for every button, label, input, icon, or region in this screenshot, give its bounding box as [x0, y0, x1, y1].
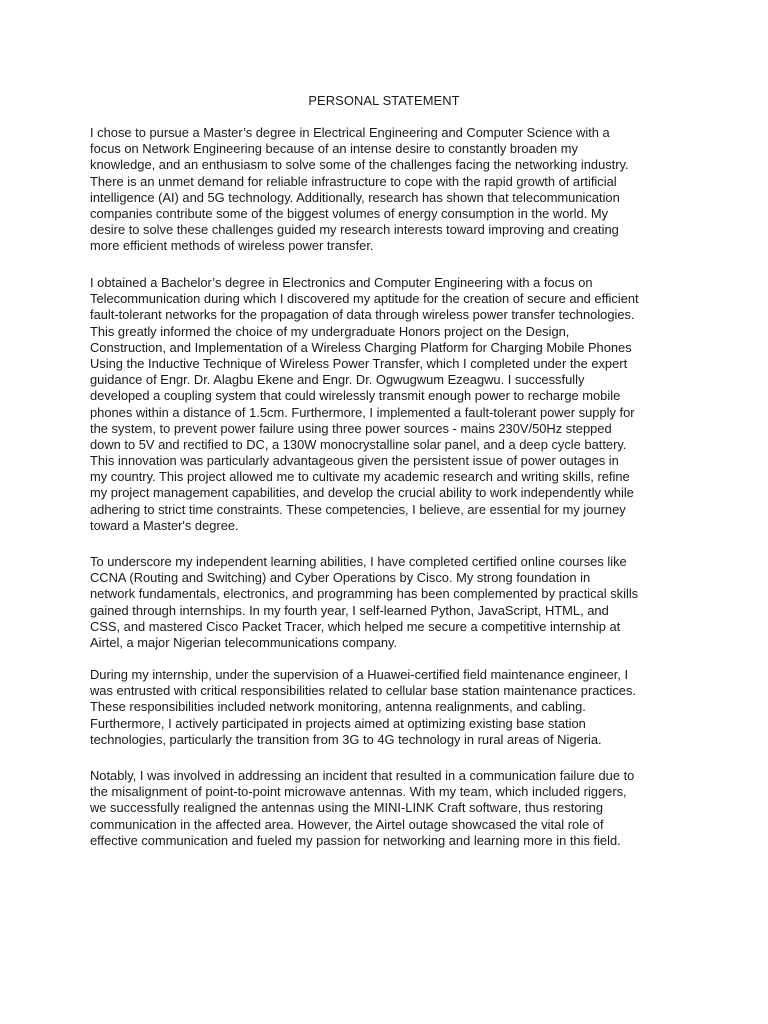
- text-line: This greatly informed the choice of my undergraduate Honors project on the Design,: [90, 323, 570, 339]
- text-line: down to 5V and rectified to DC, a 130W monocrystalline solar panel, and a deep cycle battery.: [90, 436, 627, 452]
- text-line: toward a Master's degree.: [90, 517, 239, 533]
- text-line: fault-tolerant networks for the propagation of data through wireless power transfer technologies.: [90, 307, 635, 323]
- text-line: Telecommunication during which I discovered my aptitude for the creation of secure and efficient: [90, 291, 639, 307]
- text-line: developed a coupling system that could wirelessly transmit enough power to recharge mobile: [90, 388, 621, 404]
- text-line: communication in the affected area. However, the Airtel outage showcased the vital role of: [90, 816, 604, 832]
- text-line: Airtel, a major Nigerian telecommunications company.: [90, 634, 398, 650]
- text-line: the misalignment of point-to-point microwave antennas. With my team, which included riggers,: [90, 784, 627, 800]
- text-line: more efficient methods of wireless power transfer.: [90, 238, 374, 254]
- document-title: PERSONAL STATEMENT: [308, 93, 460, 108]
- text-line: I obtained a Bachelor’s degree in Electronics and Computer Engineering with a focus on: [90, 275, 593, 290]
- text-line: CCNA (Routing and Switching) and Cyber Operations by Cisco. My strong foundation in: [90, 570, 591, 586]
- text-line: desire to solve these challenges guided my research interests toward improving and creating: [90, 222, 619, 238]
- text-line: During my internship, under the supervision of a Huawei-certified field maintenance engineer, I: [90, 667, 629, 682]
- text-line: focus on Network Engineering because of an intense desire to constantly broaden my: [90, 141, 578, 157]
- text-line: was entrusted with critical responsibilities related to cellular base station maintenance practices.: [90, 683, 636, 699]
- text-line: Furthermore, I actively participated in projects aimed at optimizing existing base station: [90, 715, 586, 731]
- text-line: network fundamentals, electronics, and programming has been complemented by practical skills: [90, 586, 639, 602]
- text-line: the system, to prevent power failure using three power sources - mains 230V/50Hz stepped: [90, 420, 612, 436]
- text-line: phones within a distance of 1.5cm. Furthermore, I implemented a fault-tolerant power supply for: [90, 404, 635, 420]
- text-line: Using the Inductive Technique of Wireless Power Transfer, which I completed under the expert: [90, 355, 628, 371]
- text-line: we successfully realigned the antennas using the MINI-LINK Craft software, thus restoring: [90, 800, 604, 816]
- text-line: companies contribute some of the biggest volumes of energy consumption in the world. My: [90, 205, 609, 221]
- text-line: I chose to pursue a Master’s degree in Electrical Engineering and Computer Science with a: [90, 125, 610, 140]
- text-line: These responsibilities included network monitoring, antenna realignments, and cabling.: [90, 699, 586, 715]
- text-line: To underscore my independent learning abilities, I have completed certified online courses like: [90, 554, 627, 569]
- text-line: CSS, and mastered Cisco Packet Tracer, which helped me secure a competitive internship at: [90, 618, 621, 634]
- text-line: Notably, I was involved in addressing an incident that resulted in a communication failure due to: [90, 768, 635, 783]
- text-line: knowledge, and an enthusiasm to solve some of the challenges facing the networking industry.: [90, 157, 629, 173]
- text-line: gained through internships. In my fourth year, I self-learned Python, JavaScript, HTML, and: [90, 602, 609, 618]
- paragraph-internship: [90, 667, 690, 748]
- paragraph-bachelors: [90, 275, 690, 534]
- text-line: my project management capabilities, and develop the crucial ability to work independently while: [90, 485, 634, 501]
- paragraph-independent-learning: [90, 554, 690, 651]
- text-line: intelligence (AI) and 5G technology. Additionally, research has shown that telecommunication: [90, 189, 620, 205]
- paragraph-incident: [90, 768, 690, 849]
- text-line: effective communication and fueled my passion for networking and learning more in this field.: [90, 832, 621, 848]
- text-line: guidance of Engr. Dr. Alagbu Ekene and Engr. Dr. Ogwugwum Ezeagwu. I successfully: [90, 372, 585, 388]
- text-line: This innovation was particularly advantageous given the persistent issue of power outages in: [90, 453, 619, 469]
- text-line: Construction, and Implementation of a Wireless Charging Platform for Charging Mobile Phones: [90, 339, 632, 355]
- text-line: technologies, particularly the transition from 3G to 4G technology in rural areas of Nigeria.: [90, 731, 602, 747]
- paragraph-motivation: [90, 125, 690, 255]
- text-line: adhering to strict time constraints. These competencies, I believe, are essential for my journey: [90, 501, 626, 517]
- text-line: my country. This project allowed me to cultivate my academic research and writing skills, refine: [90, 469, 630, 485]
- text-line: There is an unmet demand for reliable infrastructure to cope with the rapid growth of artificial: [90, 173, 617, 189]
